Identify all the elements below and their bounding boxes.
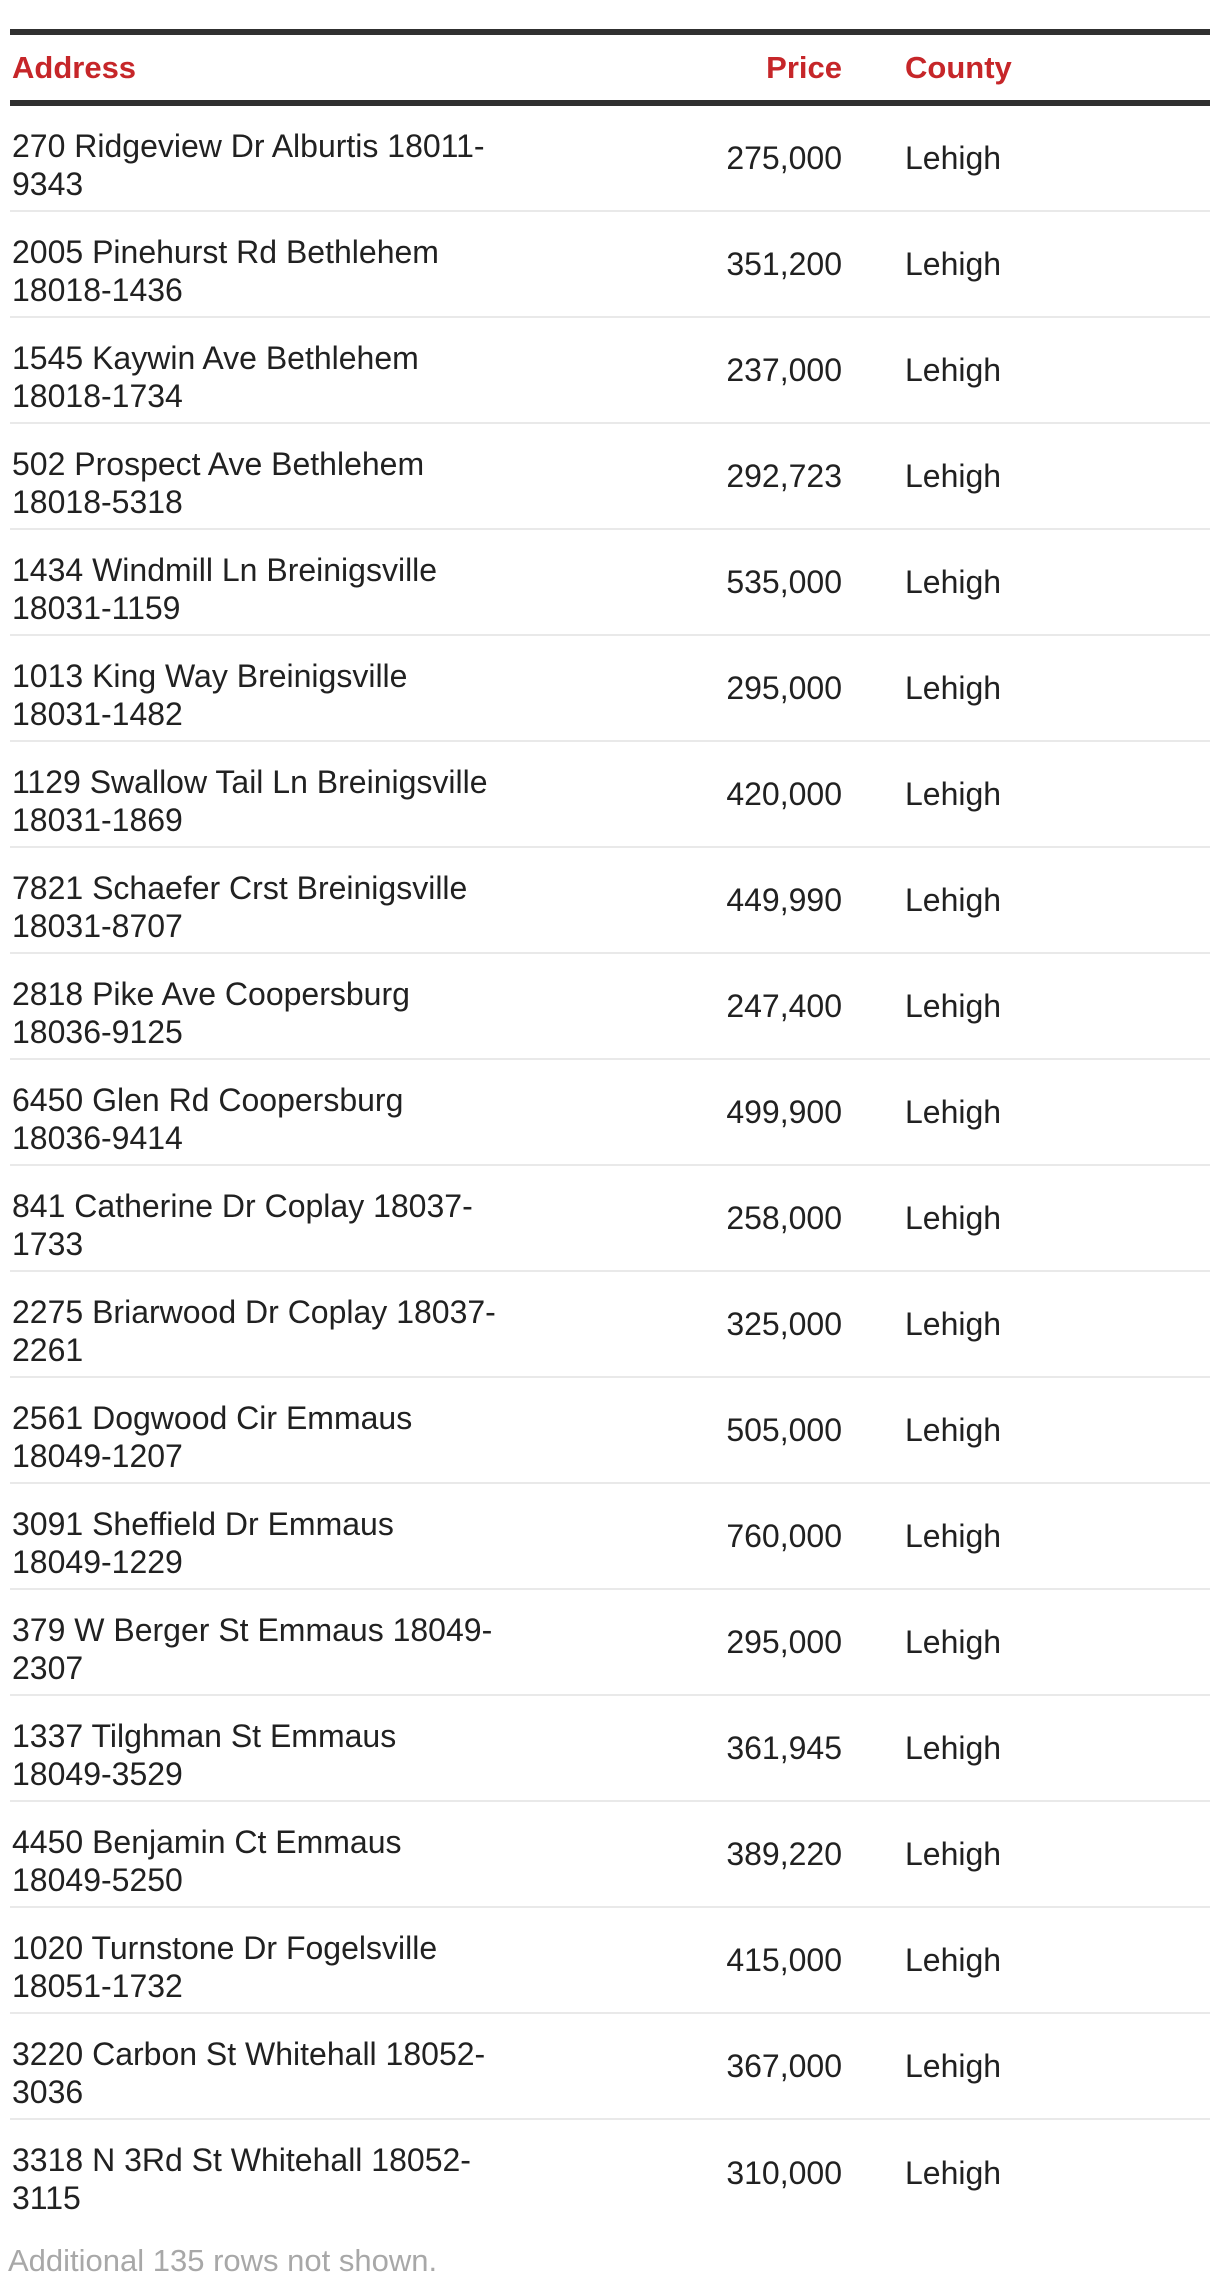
- address-line2: 18031-1159: [12, 590, 181, 626]
- address-line1: 3091 Sheffield Dr Emmaus: [12, 1506, 394, 1542]
- address-cell: [10, 848, 530, 952]
- price-cell: 389,220: [726, 1835, 842, 1872]
- county-cell: Lehigh: [905, 2047, 1002, 2084]
- price-cell: 505,000: [726, 1411, 842, 1448]
- header-address: Address: [12, 49, 137, 85]
- address-line1: 502 Prospect Ave Bethlehem: [12, 446, 425, 482]
- address-cell: [10, 530, 530, 634]
- table-row: [10, 1802, 1210, 1908]
- address-cell: [10, 1272, 530, 1376]
- table-row: [10, 954, 1210, 1060]
- county-cell: Lehigh: [905, 881, 1002, 918]
- table-row: [10, 1378, 1210, 1484]
- address-line1: 2561 Dogwood Cir Emmaus: [12, 1400, 413, 1436]
- price-cell: 367,000: [726, 2047, 842, 2084]
- price-cell: 310,000: [726, 2154, 842, 2191]
- county-cell: Lehigh: [905, 1835, 1002, 1872]
- table-row: [10, 1696, 1210, 1802]
- price-cell: 295,000: [726, 1623, 842, 1660]
- address-cell: [10, 954, 530, 1058]
- price-cell: 415,000: [726, 1941, 842, 1978]
- address-line2: 18018-5318: [12, 484, 183, 520]
- table-row: [10, 1166, 1210, 1272]
- address-cell: [10, 1908, 530, 2012]
- results-table: [10, 29, 1210, 2226]
- county-cell: Lehigh: [905, 1411, 1002, 1448]
- address-cell: [10, 1060, 530, 1164]
- address-cell: [10, 212, 530, 316]
- address-line2: 1733: [12, 1226, 84, 1262]
- header-price: Price: [766, 49, 842, 85]
- address-line1: 1013 King Way Breinigsville: [12, 658, 408, 694]
- county-cell: Lehigh: [905, 457, 1002, 494]
- address-cell: [10, 1166, 530, 1270]
- address-line1: 1020 Turnstone Dr Fogelsville: [12, 1930, 438, 1966]
- county-cell: Lehigh: [905, 1199, 1002, 1236]
- price-cell: 760,000: [726, 1517, 842, 1554]
- address-line1: 2005 Pinehurst Rd Bethlehem: [12, 234, 439, 270]
- table-row: [10, 2014, 1210, 2120]
- price-cell: 292,723: [726, 457, 842, 494]
- price-cell: 247,400: [726, 987, 842, 1024]
- table-row: [10, 106, 1210, 212]
- address-line1: 3220 Carbon St Whitehall 18052-: [12, 2036, 486, 2072]
- address-line2: 18036-9414: [12, 1120, 183, 1156]
- address-line2: 3115: [12, 2180, 81, 2216]
- price-cell: 258,000: [726, 1199, 842, 1236]
- address-line2: 2261: [12, 1332, 84, 1368]
- price-cell: 499,900: [726, 1093, 842, 1130]
- address-cell: [10, 2014, 530, 2118]
- price-cell: 325,000: [726, 1305, 842, 1342]
- price-cell: 449,990: [726, 881, 842, 918]
- address-line2: 18049-1207: [12, 1438, 183, 1474]
- address-cell: [10, 1378, 530, 1482]
- price-cell: 535,000: [726, 563, 842, 600]
- price-cell: 237,000: [726, 351, 842, 388]
- address-cell: [10, 1590, 530, 1694]
- address-line1: 1434 Windmill Ln Breinigsville: [12, 552, 438, 588]
- address-line1: 2275 Briarwood Dr Coplay 18037-: [12, 1294, 496, 1330]
- table-row: [10, 1272, 1210, 1378]
- address-line1: 379 W Berger St Emmaus 18049-: [12, 1612, 493, 1648]
- address-line1: 1545 Kaywin Ave Bethlehem: [12, 340, 419, 376]
- address-line1: 4450 Benjamin Ct Emmaus: [12, 1824, 402, 1860]
- table-row: [10, 318, 1210, 424]
- address-cell: [10, 742, 530, 846]
- address-line2: 9343: [12, 166, 84, 202]
- address-line1: 1337 Tilghman St Emmaus: [12, 1718, 397, 1754]
- table-header-row: [10, 29, 1210, 106]
- address-cell: [10, 2120, 530, 2226]
- address-line2: 18031-1482: [12, 696, 183, 732]
- county-cell: Lehigh: [905, 669, 1002, 706]
- table-row: [10, 742, 1210, 848]
- address-line2: 18031-1869: [12, 802, 183, 838]
- address-line1: 7821 Schaefer Crst Breinigsville: [12, 870, 468, 906]
- address-line2: 18018-1734: [12, 378, 183, 414]
- price-cell: 361,945: [726, 1729, 842, 1766]
- county-cell: Lehigh: [905, 775, 1002, 812]
- address-line1: 270 Ridgeview Dr Alburtis 18011-: [12, 128, 485, 164]
- county-cell: Lehigh: [905, 1623, 1002, 1660]
- address-line2: 2307: [12, 1650, 84, 1686]
- address-line1: 2818 Pike Ave Coopersburg: [12, 976, 410, 1012]
- county-cell: Lehigh: [905, 351, 1002, 388]
- address-line2: 18031-8707: [12, 908, 183, 944]
- address-line1: 3318 N 3Rd St Whitehall 18052-: [12, 2142, 471, 2178]
- county-cell: Lehigh: [905, 245, 1002, 282]
- county-cell: Lehigh: [905, 1941, 1002, 1978]
- address-line2: 18051-1732: [12, 1968, 183, 2004]
- price-cell: 275,000: [726, 139, 842, 176]
- table-row: [10, 212, 1210, 318]
- county-cell: Lehigh: [905, 139, 1002, 176]
- address-line2: 18049-1229: [12, 1544, 183, 1580]
- header-county: County: [905, 49, 1012, 85]
- address-cell: [10, 1696, 530, 1800]
- table-body: [10, 106, 1210, 2226]
- county-cell: Lehigh: [905, 1093, 1002, 1130]
- address-cell: [10, 424, 530, 528]
- table-row: [10, 424, 1210, 530]
- address-cell: [10, 318, 530, 422]
- address-line2: 3036: [12, 2074, 84, 2110]
- address-cell: [10, 1484, 530, 1588]
- table-row: [10, 530, 1210, 636]
- table-row: [10, 1908, 1210, 2014]
- address-cell: [10, 1802, 530, 1906]
- address-line2: 18049-3529: [12, 1756, 183, 1792]
- county-cell: Lehigh: [905, 563, 1002, 600]
- county-cell: Lehigh: [905, 1729, 1002, 1766]
- address-line1: 841 Catherine Dr Coplay 18037-: [12, 1188, 473, 1224]
- table-row: [10, 848, 1210, 954]
- price-cell: 351,200: [726, 245, 842, 282]
- county-cell: Lehigh: [905, 987, 1002, 1024]
- rows-not-shown-note: Additional 135 rows not shown.: [8, 2243, 438, 2278]
- address-cell: [10, 636, 530, 740]
- address-line2: 18018-1436: [12, 272, 183, 308]
- price-cell: 295,000: [726, 669, 842, 706]
- address-line2: 18036-9125: [12, 1014, 183, 1050]
- address-line2: 18049-5250: [12, 1862, 183, 1898]
- price-cell: 420,000: [726, 775, 842, 812]
- address-cell: [10, 106, 530, 210]
- table-row: [10, 1060, 1210, 1166]
- address-line1: 6450 Glen Rd Coopersburg: [12, 1082, 404, 1118]
- table-row: [10, 1590, 1210, 1696]
- county-cell: Lehigh: [905, 1305, 1002, 1342]
- county-cell: Lehigh: [905, 2154, 1002, 2191]
- table-row: [10, 1484, 1210, 1590]
- county-cell: Lehigh: [905, 1517, 1002, 1554]
- table-row: [10, 2120, 1210, 2226]
- table-row: [10, 636, 1210, 742]
- address-line1: 1129 Swallow Tail Ln Breinigsville: [12, 764, 488, 800]
